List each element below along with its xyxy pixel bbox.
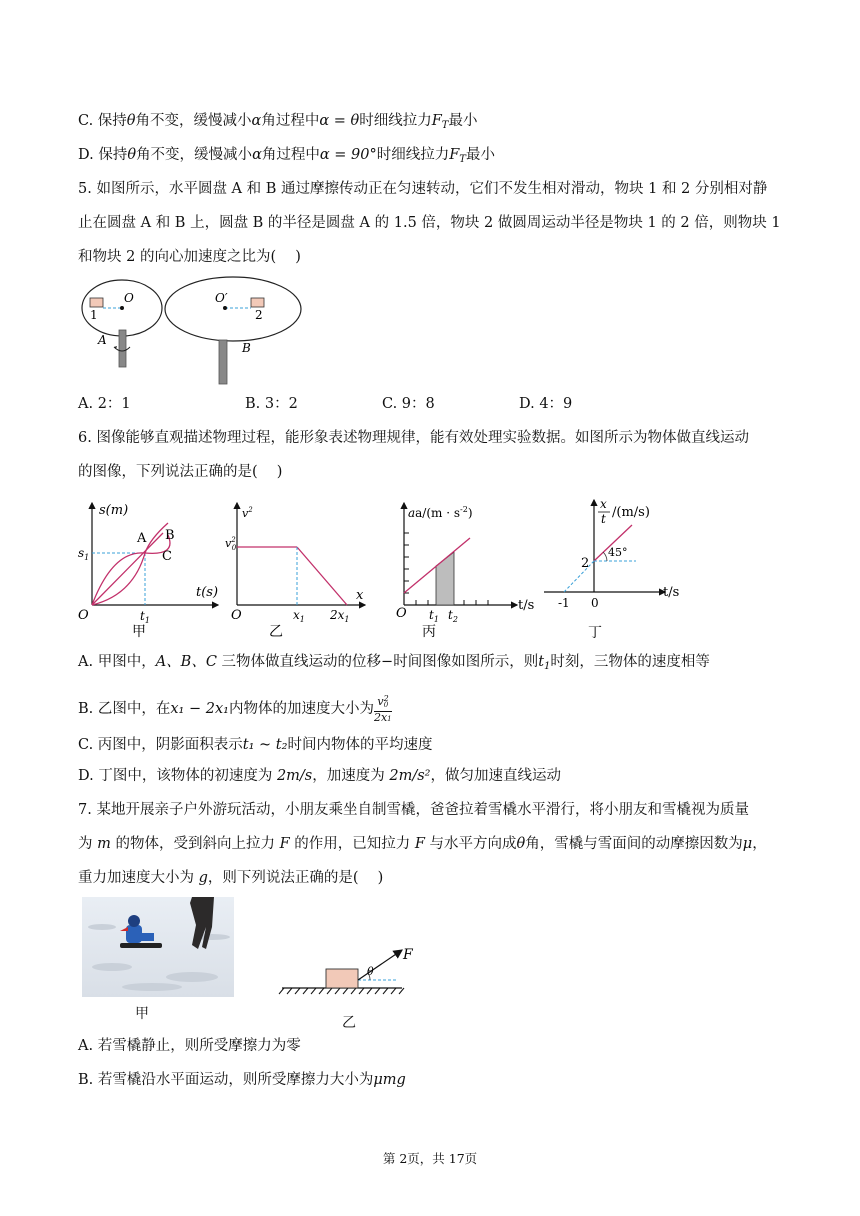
- ding-label-2: 2: [581, 556, 590, 571]
- q6-stem-line1: 6. 图像能够直观描述物理过程，能形象表述物理规律，能有效处理实验数据。如图所示为物体做直线运动: [78, 430, 749, 446]
- yi-x2: $2x_1$: [330, 608, 350, 624]
- page-footer: 第 2页，共 17页: [382, 1151, 478, 1166]
- q5-label-B: B: [242, 341, 251, 355]
- q5-option-a: A. 2：1: [78, 396, 131, 412]
- jia-caption: 甲: [132, 624, 146, 640]
- q5-label-2: 2: [255, 308, 263, 322]
- q7-caption-yi: 乙: [342, 1015, 356, 1031]
- q5-label-A: A: [98, 333, 107, 347]
- q6-option-d: D. 丁图中，该物体的初速度为 2m/s，加速度为 2m/s²，做匀加速直线运动: [78, 768, 561, 784]
- yi-v0: $v^2$ 0: [225, 536, 237, 552]
- q5-label-O2: O′: [215, 291, 228, 305]
- q6-option-c: C. 丙图中，阴影面积表示t₁ ~ t₂时间内物体的平均速度: [78, 737, 433, 753]
- q7-photo-sled: [82, 897, 234, 997]
- q6-graph-ding: [540, 492, 690, 640]
- ding-caption: 丁: [588, 625, 602, 640]
- q6-option-b: B. 乙图中，在x₁ − 2x₁内物体的加速度大小为 $\frac{v^20}{2x1}$: [78, 694, 392, 724]
- bing-t2: $t_2$: [448, 608, 458, 624]
- yi-ylabel: $v^2$: [242, 506, 253, 520]
- q6-option-a: A. 甲图中，A、B、C 三物体做直线运动的位移−时间图像如图所示，则$t_1$时刻，三物体的速度相等: [78, 654, 710, 672]
- q5-label-1: 1: [90, 308, 98, 322]
- jia-ylabel: s(m): [99, 503, 129, 518]
- q6-stem-line2: 的图像，下列说法正确的是( ): [78, 464, 283, 480]
- jia-label-t1: $t_1$: [140, 609, 150, 625]
- q6-graph-yi: [225, 495, 375, 640]
- q6-graph-bing: [392, 495, 542, 640]
- ding-yunit: /(m/s): [612, 505, 650, 520]
- yi-x1: $x_1$: [293, 608, 305, 624]
- ding-label-0: 0: [591, 596, 599, 610]
- q5-label-O: O: [124, 291, 134, 305]
- q7-force-diagram: [278, 940, 418, 1000]
- ding-label-m1: -1: [558, 596, 570, 610]
- bing-xlabel: t/s: [518, 598, 535, 613]
- q7-label-F: F: [403, 947, 413, 963]
- q7-option-a: A. 若雪橇静止，则所受摩擦力为零: [78, 1038, 301, 1054]
- jia-label-C: C: [162, 549, 172, 564]
- q7-stem-line1: 7. 某地开展亲子户外游玩活动，小朋友乘坐自制雪橇，爸爸拉着雪橇水平滑行，将小朋友和雪橇视为质量: [78, 802, 749, 818]
- q5-option-d: D. 4：9: [519, 396, 573, 412]
- ding-xlabel: t/s: [663, 585, 680, 600]
- jia-label-B: B: [165, 528, 175, 543]
- yi-xlabel: x: [356, 588, 364, 603]
- bing-origin: O: [396, 606, 407, 621]
- yi-origin: O: [231, 608, 242, 623]
- ding-ylabel-num: x: [600, 497, 607, 511]
- ding-angle: 45°: [608, 546, 628, 559]
- q7-caption-jia: 甲: [135, 1006, 149, 1022]
- ding-ylabel-den: t: [601, 512, 606, 526]
- jia-label-s1: $s_1$: [78, 546, 90, 562]
- q7-stem-line2: 为 m 的物体，受到斜向上拉力 F 的作用，已知拉力 F 与水平方向成θ角，雪橇与雪面间的动摩擦因数为μ，: [78, 836, 767, 852]
- q5-option-b: B. 3：2: [245, 396, 298, 412]
- q5-figure-disks: [78, 275, 358, 387]
- q7-stem-line3: 重力加速度大小为 g，则下列说法正确的是( ): [78, 870, 384, 886]
- yi-caption: 乙: [269, 624, 283, 640]
- bing-caption: 丙: [422, 624, 436, 640]
- q5-stem-line3: 和物块 2 的向心加速度之比为( ): [78, 249, 301, 265]
- q5-stem-line1: 5. 如图所示，水平圆盘 A 和 B 通过摩擦传动正在匀速转动，它们不发生相对滑动，物块 1 和 2 分别相对静: [78, 181, 768, 197]
- q5-stem-line2: 止在圆盘 A 和 B 上，圆盘 B 的半径是圆盘 A 的 1.5 倍，物块 2 做圆周运动半径是物块 1 的 2 倍，则物块 1: [78, 215, 781, 231]
- q7-label-theta: θ: [367, 965, 374, 978]
- jia-label-A: A: [137, 531, 147, 546]
- jia-xlabel: t(s): [196, 585, 219, 600]
- bing-ylabel: $aa/(m \cdot s^{-2})$: [408, 505, 473, 520]
- q6-graph-jia: [78, 495, 228, 640]
- q4-option-d: D. 保持θ角不变，缓慢减小α角过程中α = 90°时细线拉力$F_T$最小: [78, 147, 495, 165]
- q7-option-b: B. 若雪橇沿水平面运动，则所受摩擦力大小为μmg: [78, 1072, 406, 1088]
- jia-origin: O: [78, 608, 89, 623]
- bing-t1: $t_1$: [429, 608, 439, 624]
- q4-option-c: C. 保持θ角不变，缓慢减小α角过程中α = θ时细线拉力$F_T$最小: [78, 113, 478, 131]
- q5-option-c: C. 9：8: [382, 396, 435, 412]
